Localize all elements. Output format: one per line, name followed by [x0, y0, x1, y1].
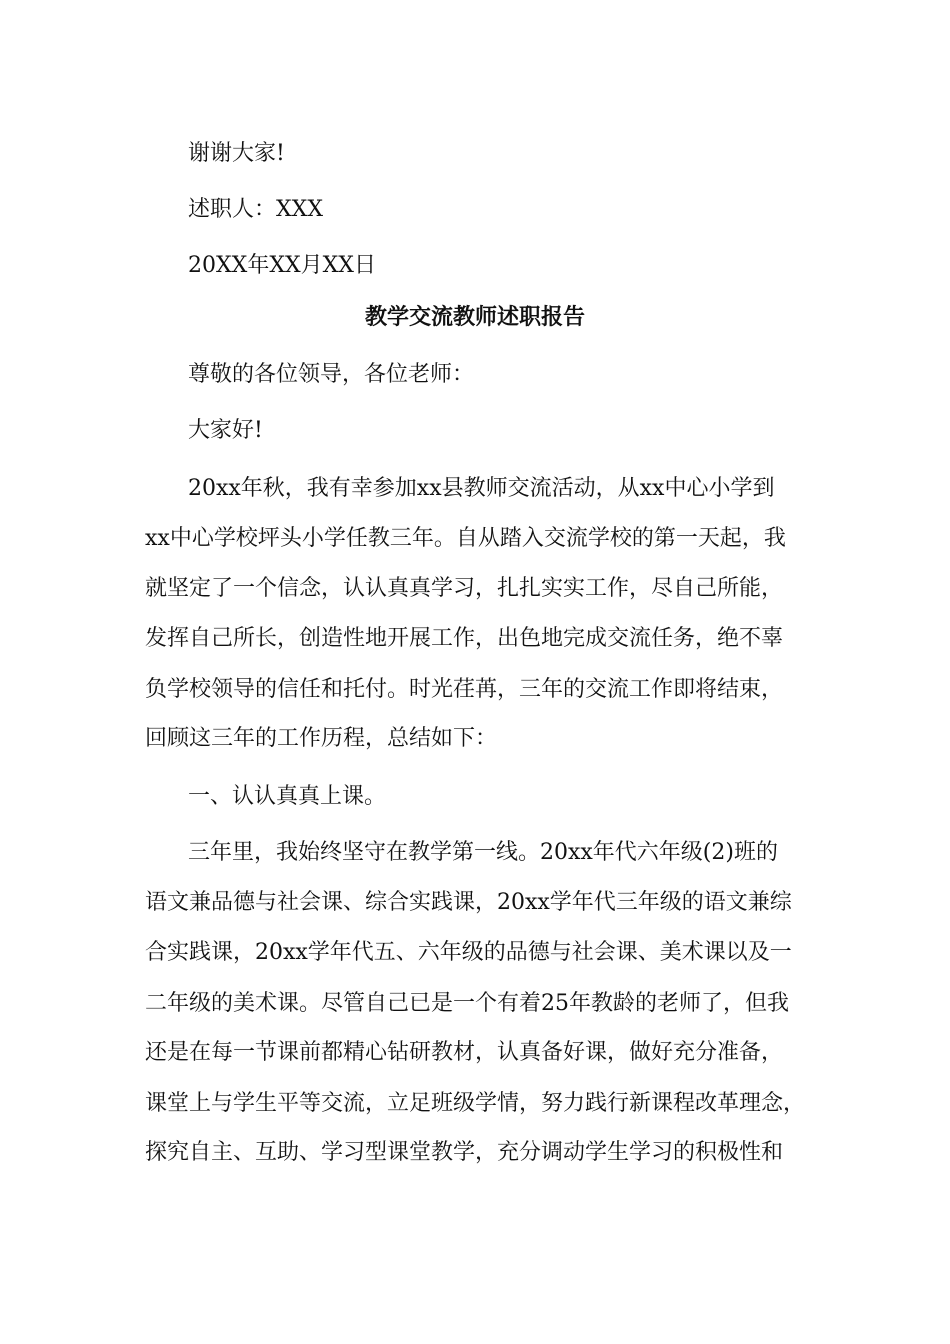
intro-line: 就坚定了一个信念，认认真真学习，扎扎实实工作，尽自己所能， [145, 576, 784, 601]
intro-line: 20xx年秋，我有幸参加xx县教师交流活动，从xx中心小学到 [188, 476, 775, 501]
section1-heading: 一、认认真真上课。 [188, 784, 387, 809]
section1-line: 还是在每一节课前都精心钻研教材，认真备好课，做好充分准备， [145, 1040, 784, 1065]
section1-line: 课堂上与学生平等交流，立足班级学情，努力践行新课程改革理念， [145, 1091, 806, 1116]
section1-line: 语文兼品德与社会课、综合实践课，20xx学年代三年级的语文兼综 [145, 890, 792, 915]
intro-line: 负学校领导的信任和托付。时光荏苒，三年的交流工作即将结束， [145, 677, 784, 702]
section1-line: 探究自主、互助、学习型课堂教学，充分调动学生学习的积极性和 [145, 1140, 784, 1165]
intro-line: 回顾这三年的工作历程，总结如下： [145, 726, 498, 751]
report-title: 教学交流教师述职报告 [364, 305, 585, 330]
closing-thanks: 谢谢大家! [188, 141, 285, 166]
intro-line: 发挥自己所长，创造性地开展工作，出色地完成交流任务，绝不辜 [145, 626, 784, 651]
section1-line: 三年里，我始终坚守在教学第一线。20xx年代六年级(2)班的 [188, 840, 778, 865]
report-greeting: 大家好! [188, 418, 263, 443]
intro-line: xx中心学校坪头小学任教三年。自从踏入交流学校的第一天起，我 [145, 526, 786, 551]
section1-line: 二年级的美术课。尽管自己已是一个有着25年教龄的老师了，但我 [145, 991, 789, 1016]
report-salutation: 尊敬的各位领导，各位老师： [188, 362, 475, 387]
closing-date: 20XX年XX月XX日 [188, 253, 376, 278]
closing-reporter: 述职人：XXX [188, 197, 323, 222]
section1-line: 合实践课，20xx学年代五、六年级的品德与社会课、美术课以及一 [145, 940, 792, 965]
